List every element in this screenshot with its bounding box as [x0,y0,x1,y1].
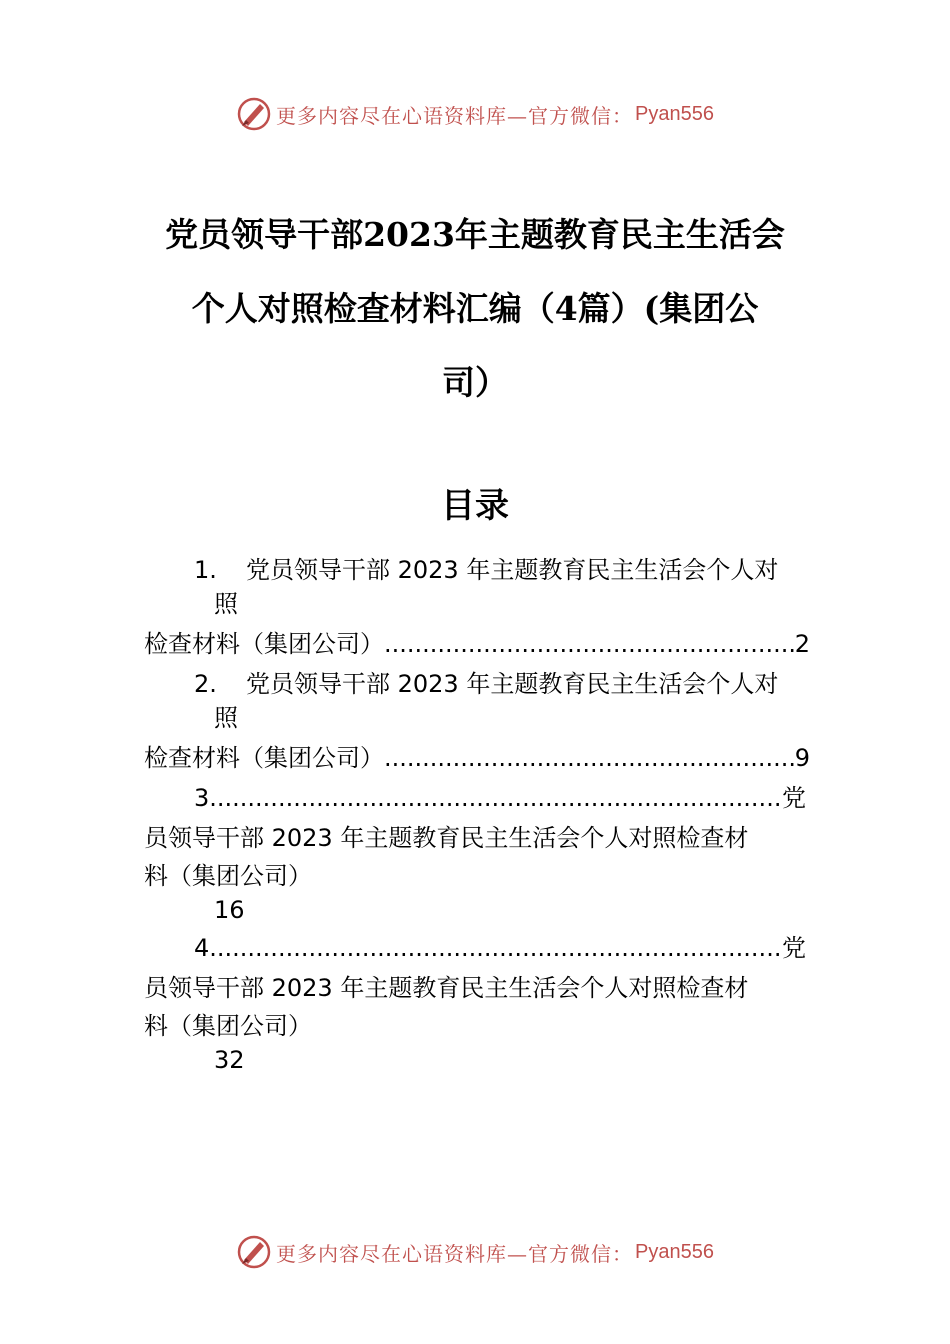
toc-item-text: 党 [782,934,806,962]
toc-item-2-line-a[interactable] [194,664,778,704]
toc-item-text: 照 [214,704,238,732]
toc-leader-dots [217,778,782,818]
footer-watermark [0,1232,950,1272]
header-watermark [0,94,950,134]
toc-item-4-line-a[interactable] [194,928,806,968]
toc-item-text: 料（集团公司） [144,862,312,890]
toc-leader-dots [384,738,795,778]
pen-logo-icon [236,1234,272,1270]
toc-item-2-line-c[interactable] [144,738,810,778]
toc-item-text: 照 [214,590,238,618]
toc-item-text: 党 [782,784,806,812]
toc-item-number: 2. [194,670,217,698]
toc-item-1-line-b [214,584,238,624]
toc-item-number: 1. [194,556,217,584]
toc-item-text: 党员领导干部 2023 年主题教育民主生活会个人对 [246,670,779,698]
title-line-1: 党员领导干部2023年主题教育民主生活会 [165,215,785,254]
toc-item-text: 党员领导干部 2023 年主题教育民主生活会个人对 [246,556,779,584]
document-title [0,198,950,420]
toc-item-text: 员领导干部 2023 年主题教育民主生活会个人对照检查材 [144,974,749,1002]
toc-leader-dots [384,624,795,664]
title-line-2: 个人对照检查材料汇编（4篇）(集团公 [191,289,759,328]
title-line-3: 司） [442,363,508,402]
toc-item-number: 3. [194,784,217,812]
toc-heading: 目录 [441,486,509,526]
toc-item-1-line-c[interactable] [144,624,810,664]
watermark-text: 更多内容尽在心语资料库—官方微信： [276,1241,634,1266]
toc-item-text: 检查材料（集团公司） [144,630,384,658]
toc-page-number: 9 [794,744,810,772]
watermark-wechat-id: Pyan556 [635,102,714,125]
toc-item-4-line-b [144,968,748,1008]
toc-item-4-page[interactable] [214,1040,245,1080]
toc-page-number: 2 [794,630,810,658]
toc-item-2-line-b [214,698,238,738]
toc-page-number: 16 [214,896,245,924]
toc-leader-dots [217,928,782,968]
toc-item-text: 料（集团公司） [144,1012,312,1040]
toc-page-number: 32 [214,1046,245,1074]
pen-logo-icon [236,96,272,132]
toc-item-3-line-a[interactable] [194,778,806,818]
toc-item-1-line-a[interactable] [194,550,778,590]
toc-item-text: 检查材料（集团公司） [144,744,384,772]
toc-item-3-page[interactable] [214,890,245,930]
toc-item-text: 员领导干部 2023 年主题教育民主生活会个人对照检查材 [144,824,749,852]
toc-item-number: 4. [194,934,217,962]
watermark-text: 更多内容尽在心语资料库—官方微信： [276,103,634,128]
toc-item-3-line-b [144,818,748,858]
watermark-wechat-id: Pyan556 [635,1240,714,1263]
